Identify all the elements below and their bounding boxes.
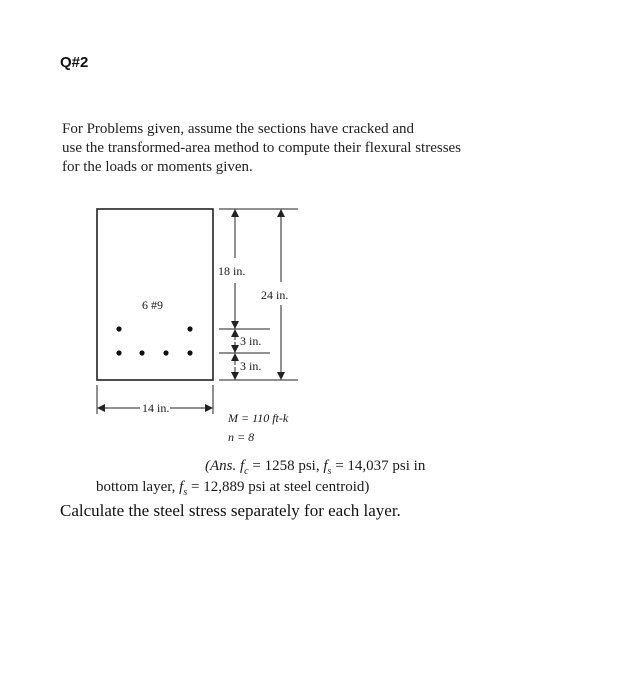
problem-line: for the loads or moments given.: [62, 159, 253, 175]
moment-label: M = 110 ft-k: [228, 411, 289, 425]
rebar-dot: [163, 350, 168, 355]
bars-label: 6 #9: [142, 298, 163, 312]
cover-label: 3 in.: [240, 359, 262, 373]
answer-fc-value: 1258 psi,: [264, 458, 320, 474]
rebar-dot: [116, 326, 121, 331]
problem-line: For Problems given, assume the sections have cracked and: [62, 121, 414, 137]
spacing-label: 3 in.: [240, 334, 262, 348]
answer-fs2-value: 12,889 psi at steel centroid): [203, 479, 370, 495]
answer-prefix: (Ans.: [205, 458, 240, 474]
depth24-label: 24 in.: [261, 288, 289, 302]
beam-outline: [97, 209, 213, 380]
instruction-text: Calculate the steel stress separately for each layer.: [60, 501, 401, 520]
modular-ratio-label: n = 8: [228, 430, 255, 444]
answer-fs-value: 14,037 psi in: [347, 458, 426, 474]
rebar-dot: [116, 350, 121, 355]
width-label: 14 in.: [142, 401, 170, 415]
rebar-dot: [187, 350, 192, 355]
problem-line: use the transformed-area method to compute their flexural stresses: [62, 140, 462, 156]
answer-line-1: (Ans. $f_c = 1258$ psi, $f_s = 14,037$ psi in: [205, 458, 426, 477]
answer-line-2: bottom layer, $f_s = 12,889$ psi at steel centroid): [96, 479, 370, 498]
answer-line2-prefix: bottom layer,: [96, 479, 176, 495]
depth18-label: 18 in.: [218, 264, 246, 278]
question-number: Q#2: [60, 54, 89, 71]
rebar-dot: [139, 350, 144, 355]
rebar-dot: [187, 326, 192, 331]
rebar-group: [116, 326, 192, 355]
